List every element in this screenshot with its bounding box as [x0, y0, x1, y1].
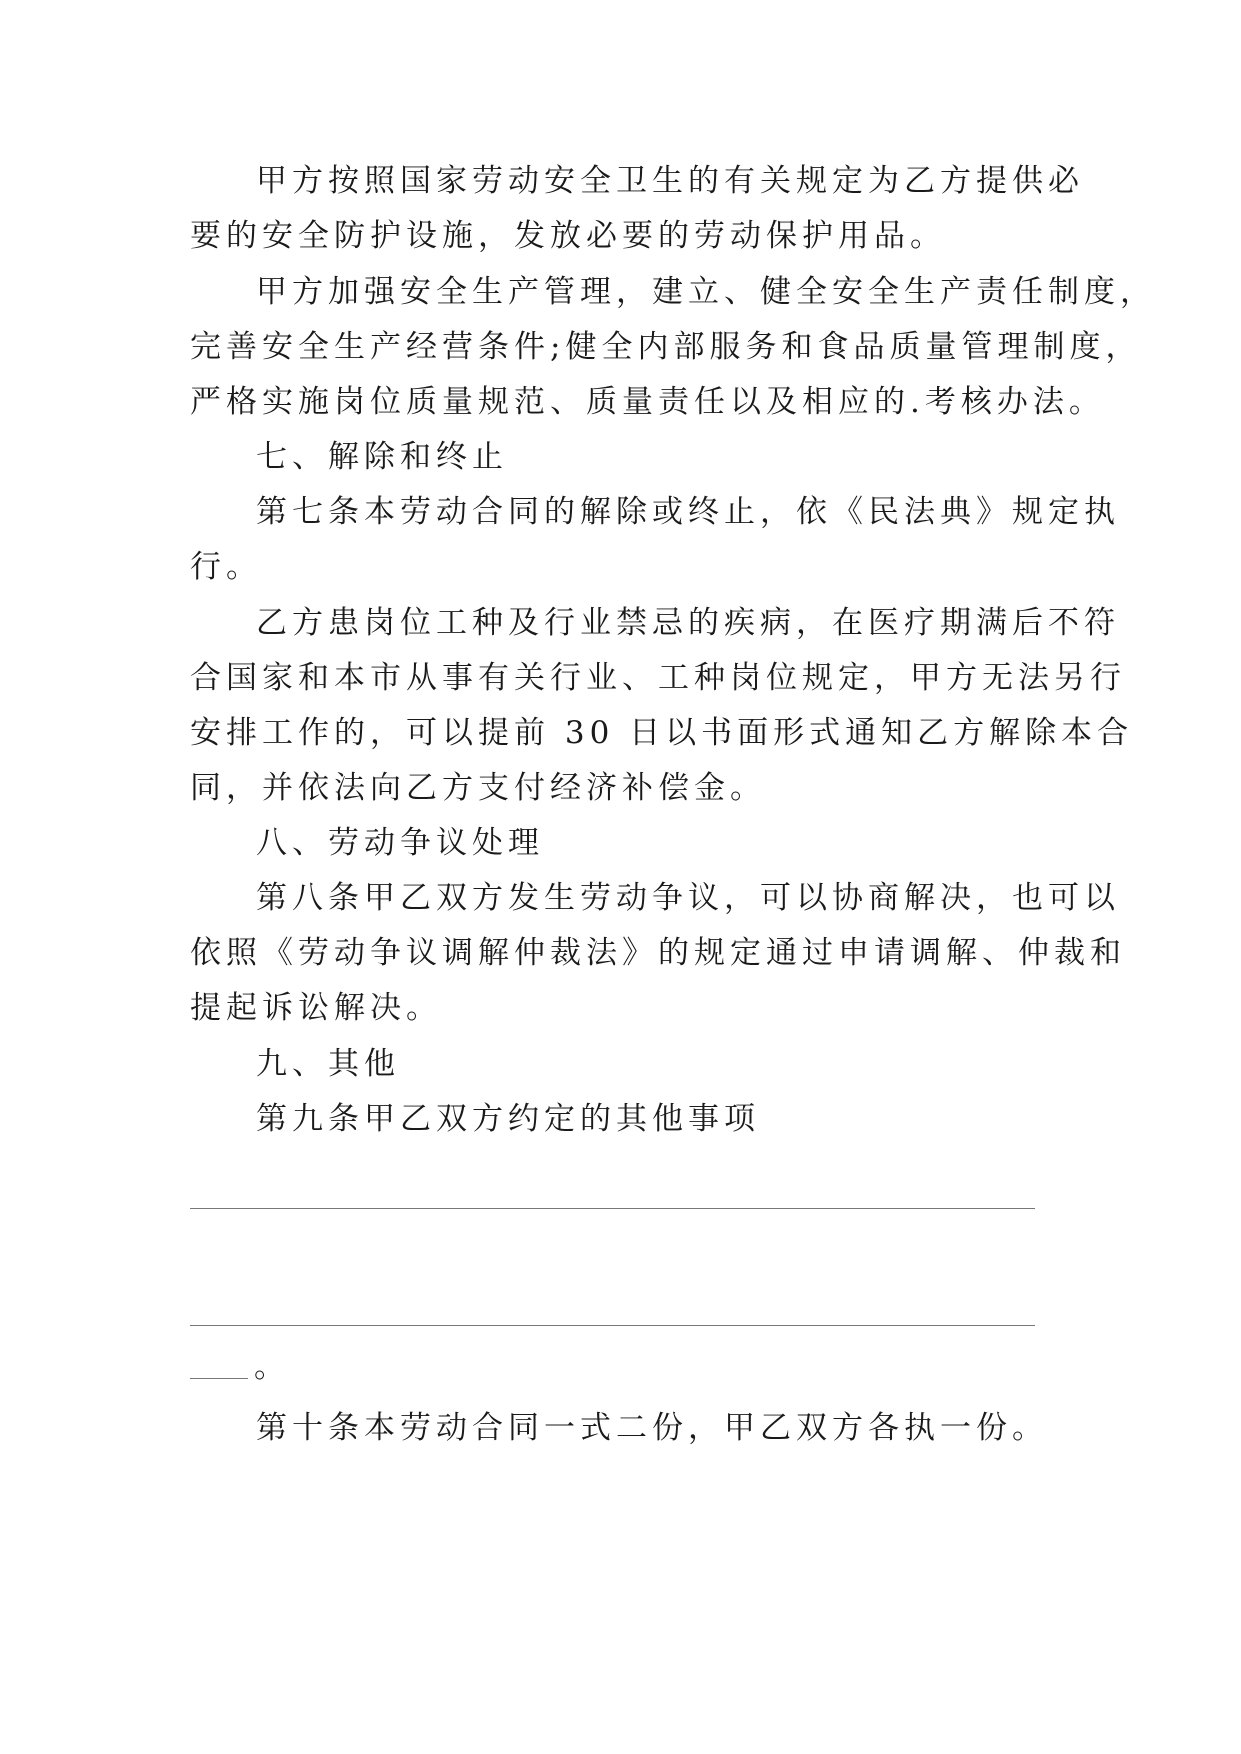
termination-paragraph-line-3: 安排工作的，可以提前 30 日以书面形式通知乙方解除本合 [190, 715, 1134, 751]
section-9-heading: 九、其他 [256, 1046, 400, 1082]
article-8-line-3: 提起诉讼解决。 [190, 990, 442, 1026]
termination-paragraph-line-2: 合国家和本市从事有关行业、工种岗位规定，甲方无法另行 [190, 660, 1126, 696]
article-7-line-1: 第七条本劳动合同的解除或终止，依《民法典》规定执 [256, 494, 1120, 530]
article-10-text: 第十条本劳动合同一式二份，甲乙双方各执一份。 [256, 1410, 1048, 1446]
section-8-heading: 八、劳动争议处理 [256, 825, 544, 861]
paragraph-safety-provision-line-1: 甲方按照国家劳动安全卫生的有关规定为乙方提供必 [256, 163, 1084, 199]
paragraph-safety-provision-line-2: 要的安全防护设施，发放必要的劳动保护用品。 [190, 218, 946, 254]
termination-paragraph-line-1: 乙方患岗位工种及行业禁忌的疾病，在医疗期满后不符 [256, 605, 1120, 641]
paragraph-safety-management-line-3: 严格实施岗位质量规范、质量责任以及相应的.考核办法。 [190, 384, 1105, 420]
paragraph-safety-management-line-2: 完善安全生产经营条件;健全内部服务和食品质量管理制度， [190, 329, 1142, 365]
paragraph-safety-management-line-1: 甲方加强安全生产管理，建立、健全安全生产责任制度， [256, 274, 1156, 310]
article-9-text: 第九条甲乙双方约定的其他事项 [256, 1101, 760, 1137]
blank-line-2 [190, 1325, 1035, 1326]
article-8-line-1: 第八条甲乙双方发生劳动争议，可以协商解决，也可以 [256, 880, 1120, 916]
blank-line-3-short [190, 1378, 248, 1379]
blank-line-1 [190, 1208, 1035, 1209]
blank-line-period: 。 [254, 1349, 285, 1385]
article-8-line-2: 依照《劳动争议调解仲裁法》的规定通过申请调解、仲裁和 [190, 935, 1126, 971]
section-7-heading: 七、解除和终止 [256, 439, 508, 475]
article-7-line-2: 行。 [190, 549, 262, 585]
termination-paragraph-line-4: 同，并依法向乙方支付经济补偿金。 [190, 770, 766, 806]
